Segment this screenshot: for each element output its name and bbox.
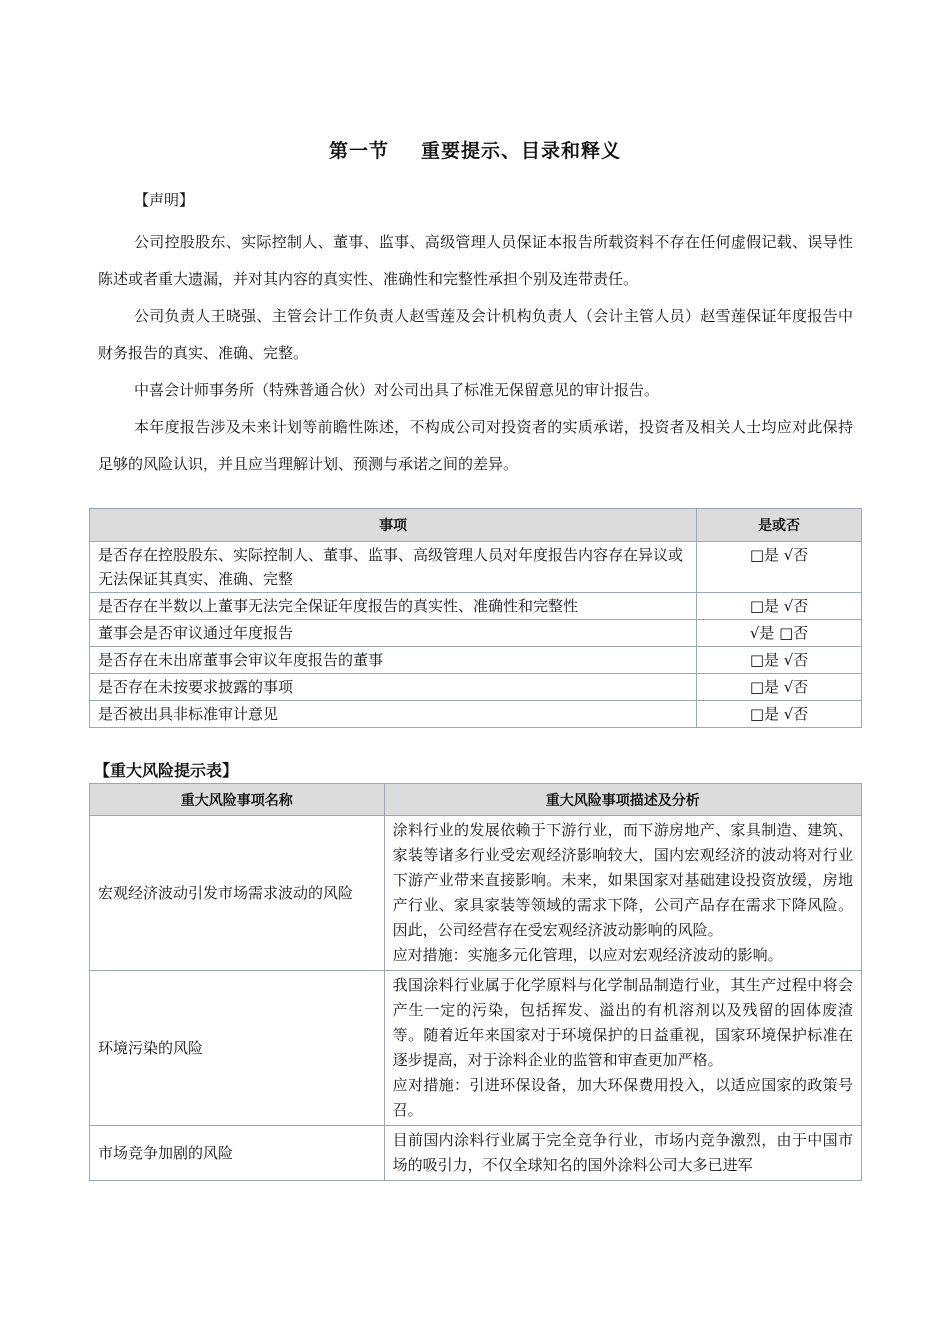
risk-desc-cell	[384, 1126, 861, 1181]
declaration-paragraph: 本年度报告涉及未来计划等前瞻性陈述，不构成公司对投资者的实质承诺，投资者及相关人士均应对此保持足够的风险认识，并且应当理解计划、预测与承诺之间的差异。	[98, 418, 853, 473]
risk-measure: 应对措施：引进环保设备，加大环保费用投入，以适应国家的政策号召。	[392, 1076, 853, 1119]
matter-cell: 是否存在半数以上董事无法完全保证年度报告的真实性、准确性和完整性	[90, 593, 697, 620]
risk-name-cell: 宏观经济波动引发市场需求波动的风险	[90, 816, 385, 971]
matter-cell: 是否存在未出席董事会审议年度报告的董事	[90, 647, 697, 674]
answer-cell: □是 √否	[697, 542, 862, 593]
risk-description: 目前国内涂料行业属于完全竞争行业，市场内竞争激烈，由于中国市场的吸引力，不仅全球知名的国外涂料公司大多已进军	[392, 1131, 853, 1174]
answer-column-header: 是或否	[697, 509, 862, 542]
risk-desc-cell	[384, 971, 861, 1126]
table-header-row	[90, 784, 862, 816]
risk-desc-header: 重大风险事项描述及分析	[384, 784, 861, 816]
risk-name-cell: 市场竞争加剧的风险	[90, 1126, 385, 1181]
risk-table-heading: 【重大风险提示表】	[94, 761, 239, 780]
answer-cell: □是 √否	[697, 647, 862, 674]
matter-cell: 是否被出具非标准审计意见	[90, 701, 697, 728]
matter-cell: 是否存在未按要求披露的事项	[90, 674, 697, 701]
matter-column-header: 事项	[90, 509, 697, 542]
risk-table	[89, 783, 862, 1181]
table-row	[90, 1126, 862, 1181]
matter-cell: 是否存在控股股东、实际控制人、董事、监事、高级管理人员对年度报告内容存在异议或无法保证其真实、准确、完整	[90, 542, 697, 593]
section-number: 第一节	[328, 140, 389, 162]
answer-cell: □是 √否	[697, 701, 862, 728]
matter-cell: 董事会是否审议通过年度报告	[90, 620, 697, 647]
risk-name-cell: 环境污染的风险	[90, 971, 385, 1126]
risk-desc-cell	[384, 816, 861, 971]
declaration-heading: 【声明】	[134, 191, 195, 209]
risk-description: 我国涂料行业属于化学原料与化学制品制造行业，其生产过程中将会产生一定的污染，包括挥发、溢出的有机溶剂以及残留的固体废渣等。随着近年来国家对于环境保护的日益重视，国家环境保护标准在逐步提高，对于涂料企业的监管和审查更加严格。	[392, 976, 853, 1069]
risk-measure: 应对措施：实施多元化管理，以应对宏观经济波动的影响。	[392, 946, 783, 964]
section-heading: 重要提示、目录和释义	[421, 140, 622, 162]
answer-cell: □是 √否	[697, 593, 862, 620]
risk-name-header: 重大风险事项名称	[90, 784, 385, 816]
risk-description: 涂料行业的发展依赖于下游行业，而下游房地产、家具制造、建筑、家装等诸多行业受宏观经济影响较大，国内宏观经济的波动将对行业下游产业带来直接影响。未来，如果国家对基础建设投资放缓，房地产行业、家具家装等领域的需求下降，公司产品存在需求下降风险。因此，公司经营存在受宏观经济波动影响的风险。	[392, 821, 853, 939]
table-row	[90, 971, 862, 1126]
declaration-paragraph: 公司控股股东、实际控制人、董事、监事、高级管理人员保证本报告所载资料不存在任何虚假记载、误导性陈述或者重大遗漏，并对其内容的真实性、准确性和完整性承担个别及连带责任。	[98, 233, 853, 288]
answer-cell: □是 √否	[697, 674, 862, 701]
table-row	[90, 816, 862, 971]
declaration-paragraph: 中喜会计师事务所（特殊普通合伙）对公司出具了标准无保留意见的审计报告。	[134, 381, 660, 399]
answer-cell: √是 □否	[697, 620, 862, 647]
declaration-paragraph: 公司负责人王晓强、主管会计工作负责人赵雪莲及会计机构负责人（会计主管人员）赵雪莲保证年度报告中财务报告的真实、准确、完整。	[98, 307, 853, 362]
